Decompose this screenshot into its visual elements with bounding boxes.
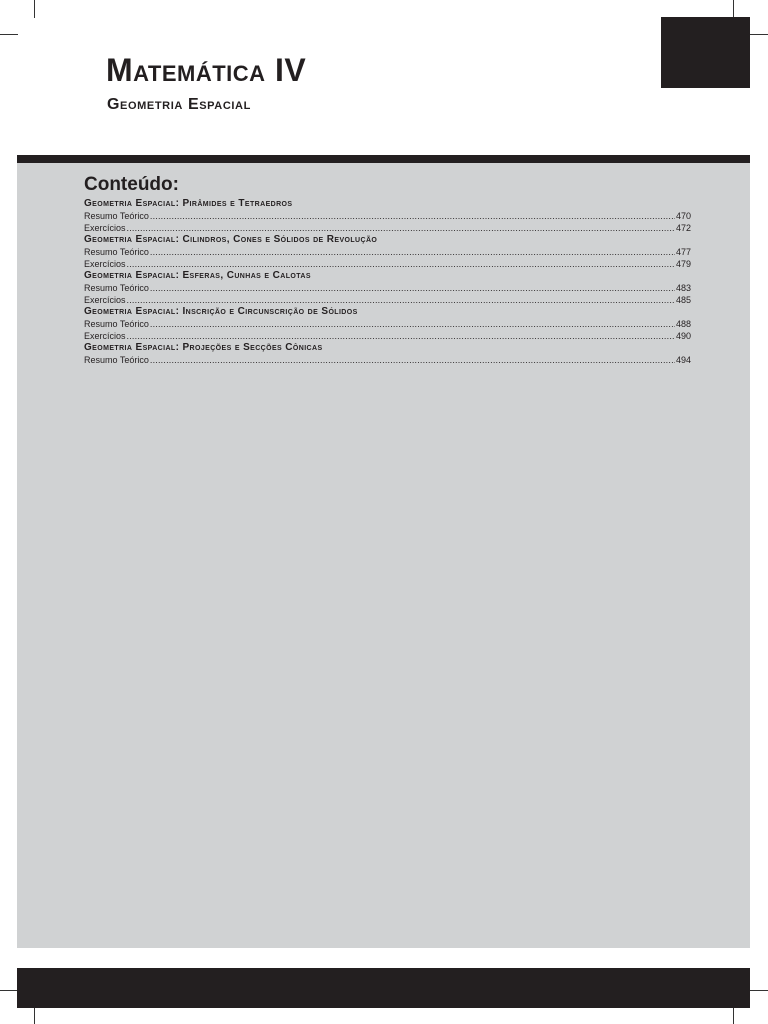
dot-leader: [150, 246, 675, 258]
toc-entry[interactable]: [84, 222, 691, 234]
entry-page-number: 483: [675, 283, 691, 293]
entry-page-number: 477: [675, 247, 691, 257]
toc-entry[interactable]: [84, 330, 691, 342]
dot-leader: [127, 294, 675, 306]
entry-label: Resumo Teórico: [84, 319, 149, 329]
section-title: Geometria Espacial: Projeções e Secções Cônicas: [84, 342, 323, 353]
entry-page-number: 479: [675, 259, 691, 269]
section-title: Geometria Espacial: Inscrição e Circunscrição de Sólidos: [84, 306, 358, 317]
crop-mark: [750, 34, 768, 35]
dot-leader: [150, 210, 675, 222]
dot-leader: [150, 282, 675, 294]
crop-mark: [750, 990, 768, 991]
entry-page-number: 490: [675, 331, 691, 341]
entry-page-number: 472: [675, 223, 691, 233]
dot-leader: [150, 318, 675, 330]
section-title: Geometria Espacial: Pirâmides e Tetraedros: [84, 198, 293, 209]
entry-label: Resumo Teórico: [84, 355, 149, 365]
entry-page-number: 485: [675, 295, 691, 305]
dot-leader: [127, 258, 675, 270]
entry-label: Exercícios: [84, 295, 126, 305]
table-of-contents: [84, 174, 691, 366]
toc-entry[interactable]: [84, 246, 691, 258]
crop-mark: [0, 990, 18, 991]
entry-label: Resumo Teórico: [84, 247, 149, 257]
crop-mark: [733, 0, 734, 18]
crop-mark: [733, 1006, 734, 1024]
crop-mark: [0, 34, 18, 35]
toc-entry[interactable]: [84, 294, 691, 306]
section-title: Geometria Espacial: Esferas, Cunhas e Calotas: [84, 270, 311, 281]
entry-page-number: 470: [675, 211, 691, 221]
corner-block: [661, 17, 750, 88]
contents-heading: Conteúdo:: [84, 174, 179, 195]
crop-mark: [34, 1006, 35, 1024]
panel-top-bar: [17, 155, 750, 163]
entry-label: Exercícios: [84, 223, 126, 233]
dot-leader: [150, 354, 675, 366]
dot-leader: [127, 222, 675, 234]
section-title: Geometria Espacial: Cilindros, Cones e Sólidos de Revolução: [84, 234, 378, 245]
toc-entry[interactable]: [84, 258, 691, 270]
entry-page-number: 488: [675, 319, 691, 329]
toc-entry[interactable]: [84, 282, 691, 294]
entry-label: Exercícios: [84, 259, 126, 269]
entry-label: Resumo Teórico: [84, 283, 149, 293]
entry-label: Exercícios: [84, 331, 126, 341]
contents-panel: [17, 155, 750, 948]
entry-label: Resumo Teórico: [84, 211, 149, 221]
dot-leader: [127, 330, 675, 342]
toc-entry[interactable]: [84, 210, 691, 222]
footer-bar: [17, 968, 750, 1008]
entry-page-number: 494: [675, 355, 691, 365]
page-subtitle: Geometria Espacial: [107, 96, 251, 113]
toc-entry[interactable]: [84, 318, 691, 330]
toc-entry[interactable]: [84, 354, 691, 366]
page-title: Matemática IV: [106, 52, 307, 88]
crop-mark: [34, 0, 35, 18]
